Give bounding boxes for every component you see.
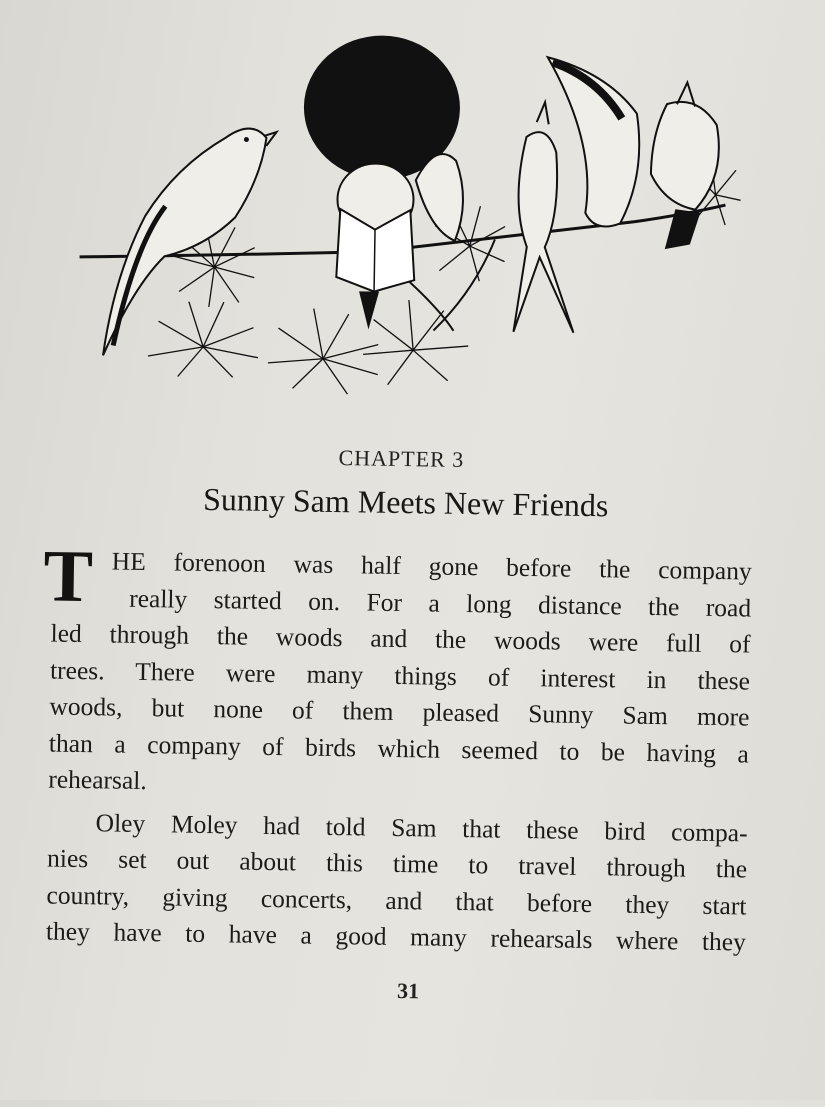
chapter-label: CHAPTER 3 [338, 445, 465, 472]
text-line: trees. There were many things of interest in these [49, 655, 751, 696]
bird-choir-illustration [72, 25, 748, 415]
text-line: woods, but none of them pleased Sunny Sam more [49, 691, 750, 732]
text-line: really started on. For a long distance the road [128, 583, 752, 623]
text-line: led through the woods and the woods were full of [50, 618, 751, 659]
text-line: nies set out about this time to travel through the [46, 843, 748, 884]
drop-cap: T [42, 535, 94, 619]
chapter-body [42, 535, 752, 961]
text-line: rehearsal. [48, 764, 147, 796]
text-line: country, giving concerts, and that before they start [46, 879, 747, 920]
paragraph-2 [46, 804, 748, 961]
chapter-title: Sunny Sam Meets New Friends [202, 480, 609, 524]
page-number: 31 [396, 978, 420, 1004]
text-line: than a company of birds which seemed to be having a [48, 728, 750, 769]
text-line: they have to have a good many rehearsals where they [45, 916, 747, 957]
text-line: Oley Moley had told Sam that these bird compa- [95, 807, 748, 847]
paragraph-1 [48, 543, 752, 809]
text-line: HE forenoon was half gone before the company [111, 546, 752, 586]
